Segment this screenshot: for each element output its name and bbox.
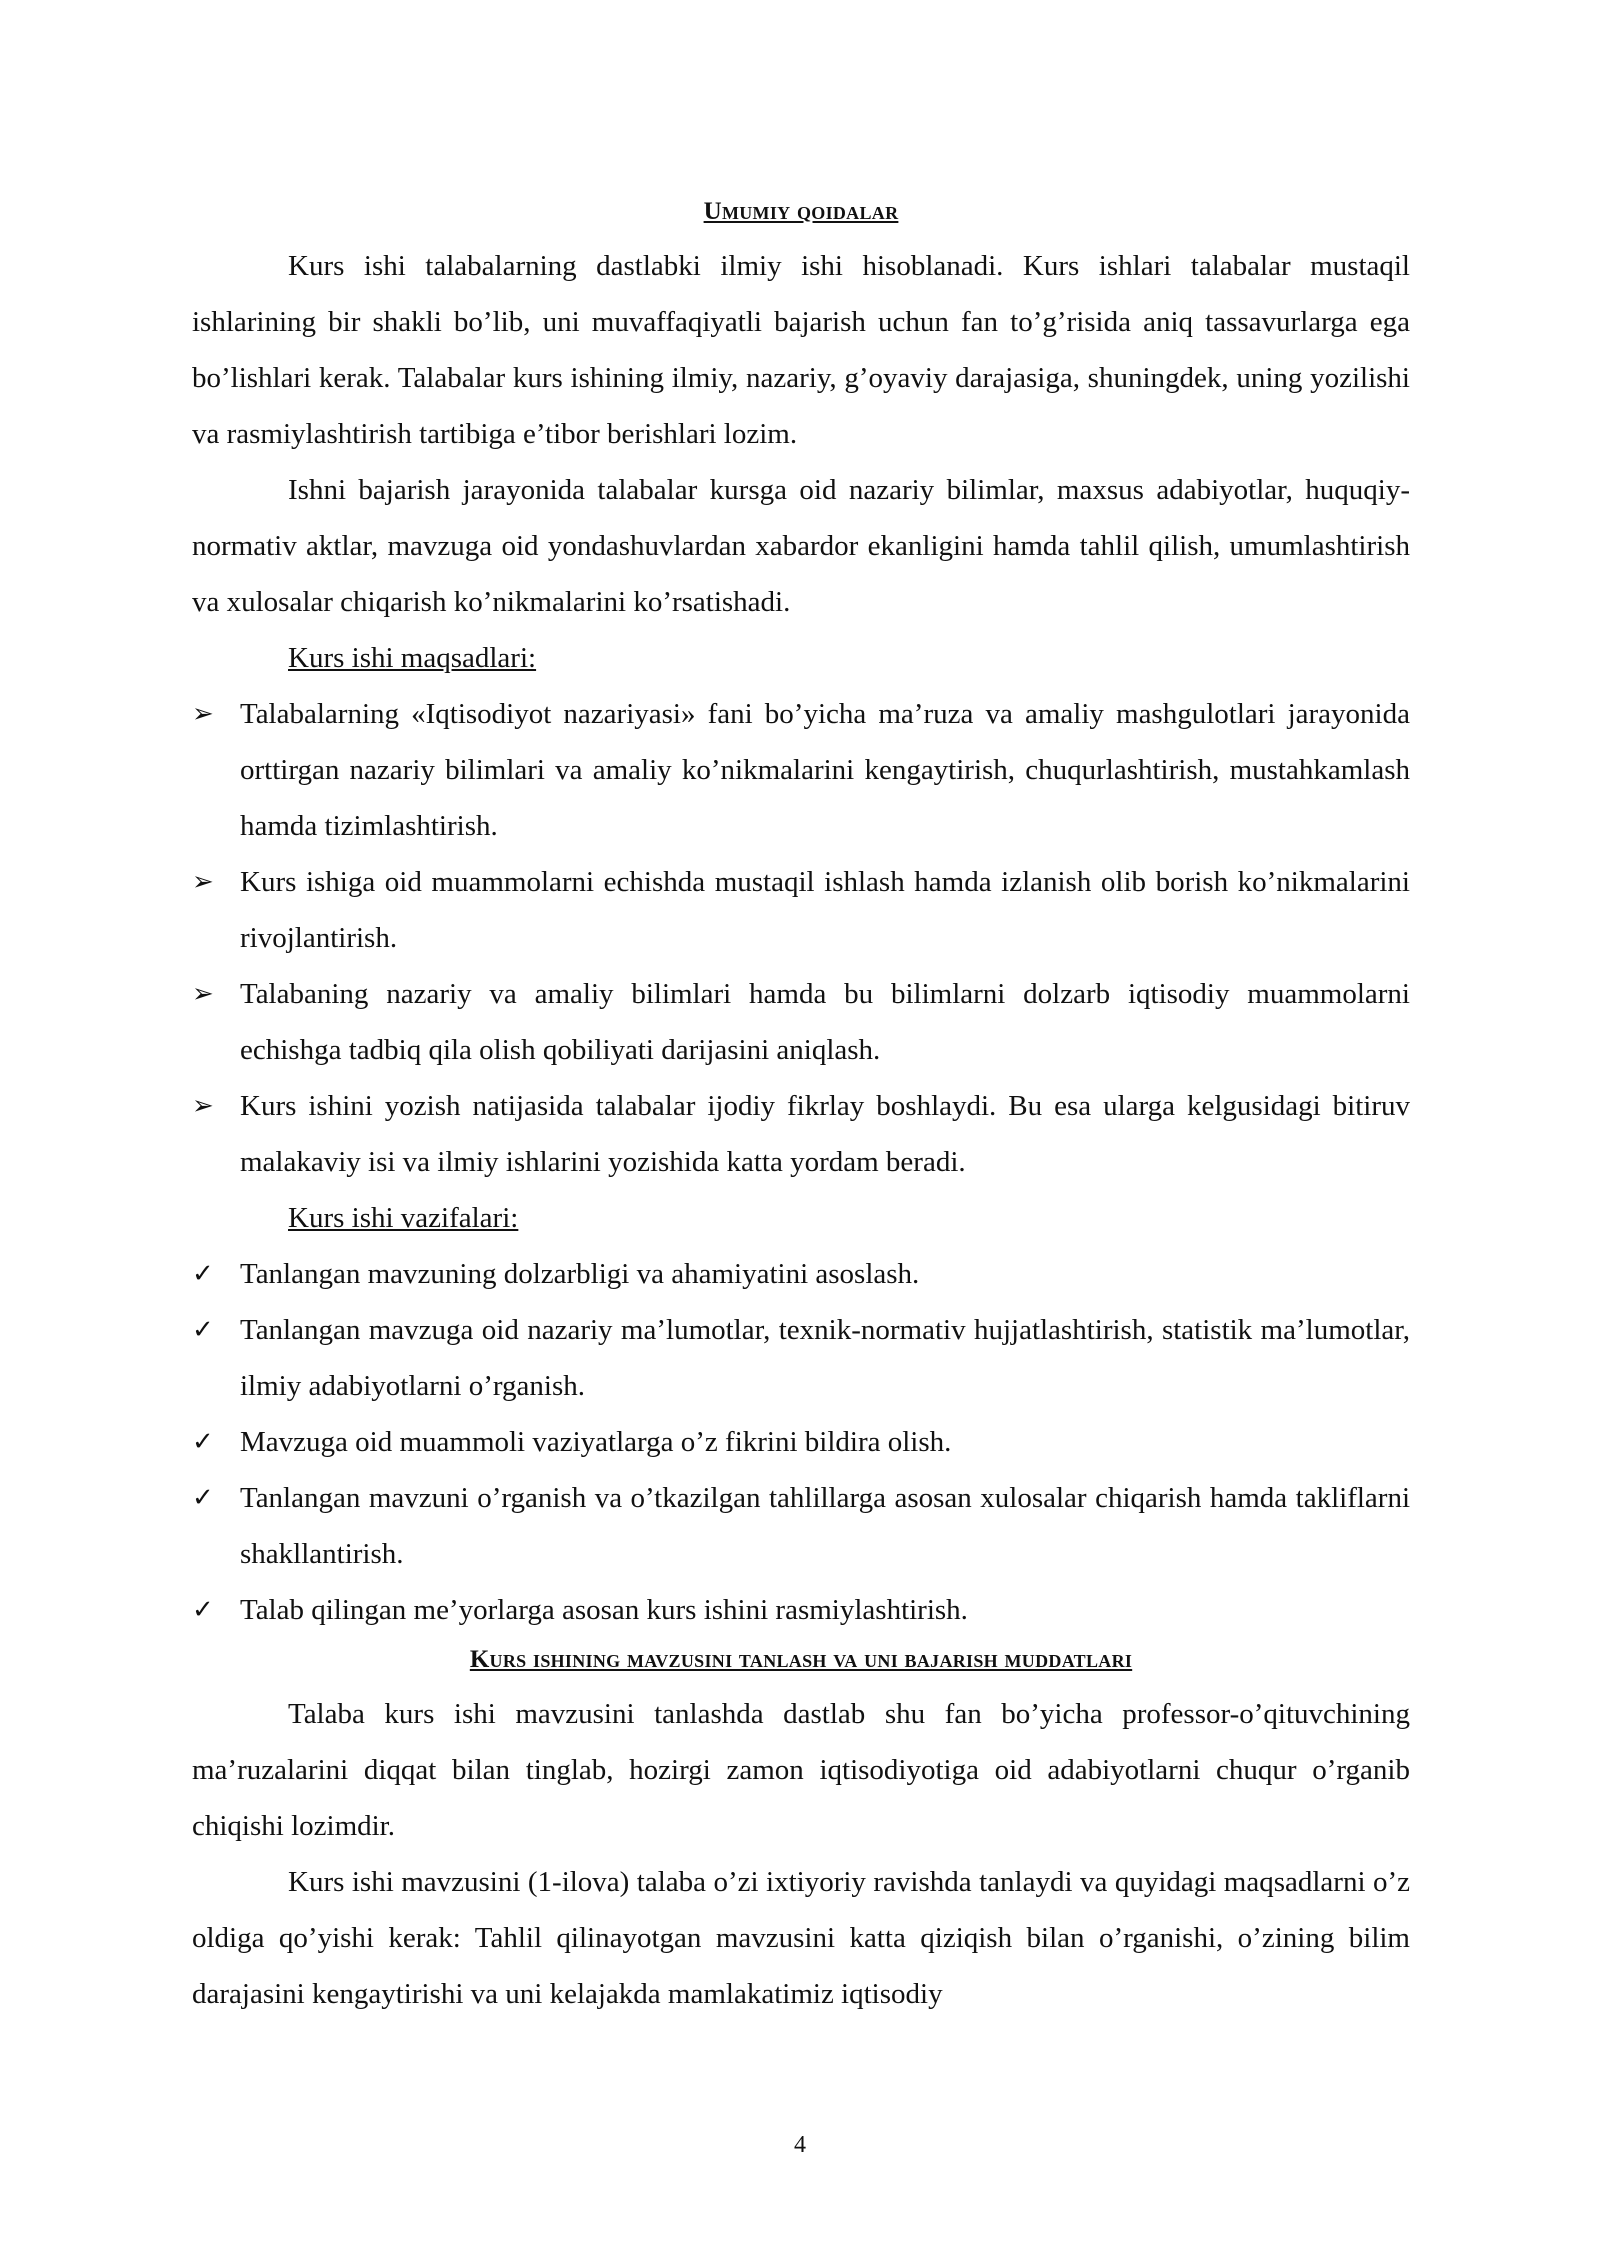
tasks-subheading: Kurs ishi vazifalari: [288, 1202, 519, 1234]
paragraph-intro: Kurs ishi talabalarning dastlabki ilmiy ishi hisoblanadi. Kurs ishlari talabalar mustaqil ishlarining bir shakli bo’lib, uni muvaffaqiyatli bajarish uchun fan to’g’risida aniq tassavurlarga ega bo’lishlari kerak. Talabalar kurs ishining ilmiy, nazariy, g’oyaviy darajasiga, shuningdek, uning yozilishi va rasmiylashtirish tartibiga e’tibor berishlari lozim. [192, 250, 1410, 450]
arrowhead-bullet-icon: ➢ [192, 1091, 214, 1121]
tasks-list [192, 1246, 1410, 1638]
section-heading-general-rules: Umumiy qoidalar [703, 198, 899, 225]
checkmark-icon: ✓ [192, 1315, 214, 1345]
page-number: 4 [794, 2132, 806, 2158]
arrowhead-bullet-icon: ➢ [192, 867, 214, 897]
list-item: ✓ Mavzuga oid muammoli vaziyatlarga o’z fikrini bildira olish. [192, 1414, 1410, 1470]
list-item: ➢ Kurs ishini yozish natijasida talabalar ijodiy fikrlay boshlaydi. Bu esa ularga kelgusidagi bitiruv malakaviy isi va ilmiy ishlarini yozishida katta yordam beradi. [192, 1078, 1410, 1190]
section-heading-topic-selection: Kurs ishining mavzusini tanlash va uni bajarish muddatlari [469, 1646, 1133, 1673]
goals-subheading: Kurs ishi maqsadlari: [288, 642, 537, 674]
arrowhead-bullet-icon: ➢ [192, 979, 214, 1009]
list-item: ✓ Tanlangan mavzuga oid nazariy ma’lumotlar, texnik-normativ hujjatlashtirish, statistik ma’lumotlar, ilmiy adabiyotlarni o’rganish. [192, 1302, 1410, 1414]
list-item: ✓ Tanlangan mavzuni o’rganish va o’tkazilgan tahlillarga asosan xulosalar chiqarish hamda takliflarni shakllantirish. [192, 1470, 1410, 1582]
paragraph-process: Ishni bajarish jarayonida talabalar kursga oid nazariy bilimlar, maxsus adabiyotlar, huquqiy-normativ aktlar, mavzuga oid yondashuvlardan xabardor ekanligini hamda tahlil qilish, umumlashtirish va xulosalar chiqarish ko’nikmalarini ko’rsatishadi. [192, 474, 1410, 618]
paragraph-topic-goals: Kurs ishi mavzusini (1-ilova) talaba o’zi ixtiyoriy ravishda tanlaydi va quyidagi maqsadlarni o’z oldiga qo’yishi kerak: Tahlil qilinayotgan mavzusini katta qiziqish bilan o’rganishi, o’zining bilim darajasini kengaytirishi va uni kelajakda mamlakatimiz iqtisodiy [192, 1866, 1410, 2010]
list-item: ✓ Talab qilingan me’yorlarga asosan kurs ishini rasmiylashtirish. [192, 1582, 1410, 1638]
list-item: ➢ Talabaning nazariy va amaliy bilimlari hamda bu bilimlarni dolzarb iqtisodiy muammolarni echishga tadbiq qila olish qobiliyati darijasini aniqlash. [192, 966, 1410, 1078]
list-item: ➢ Kurs ishiga oid muammolarni echishda mustaqil ishlash hamda izlanish olib borish ko’nikmalarini rivojlantirish. [192, 854, 1410, 966]
checkmark-icon: ✓ [192, 1427, 214, 1457]
goals-list [192, 686, 1410, 1190]
arrowhead-bullet-icon: ➢ [192, 699, 214, 729]
list-item: ✓ Tanlangan mavzuning dolzarbligi va ahamiyatini asoslash. [192, 1246, 1410, 1302]
checkmark-icon: ✓ [192, 1259, 214, 1289]
checkmark-icon: ✓ [192, 1595, 214, 1625]
checkmark-icon: ✓ [192, 1483, 214, 1513]
paragraph-topic-choice: Talaba kurs ishi mavzusini tanlashda dastlab shu fan bo’yicha professor-o’qituvchining ma’ruzalarini diqqat bilan tinglab, hozirgi zamon iqtisodiyotiga oid adabiyotlarni chuqur o’rganib chiqishi lozimdir. [192, 1698, 1410, 1842]
list-item: ➢ Talabalarning «Iqtisodiyot nazariyasi» fani bo’yicha ma’ruza va amaliy mashgulotlari jarayonida orttirgan nazariy bilimlari va amaliy ko’nikmalarini kengaytirish, chuqurlashtirish, mustahkamlash hamda tizimlashtirish. [192, 686, 1410, 854]
